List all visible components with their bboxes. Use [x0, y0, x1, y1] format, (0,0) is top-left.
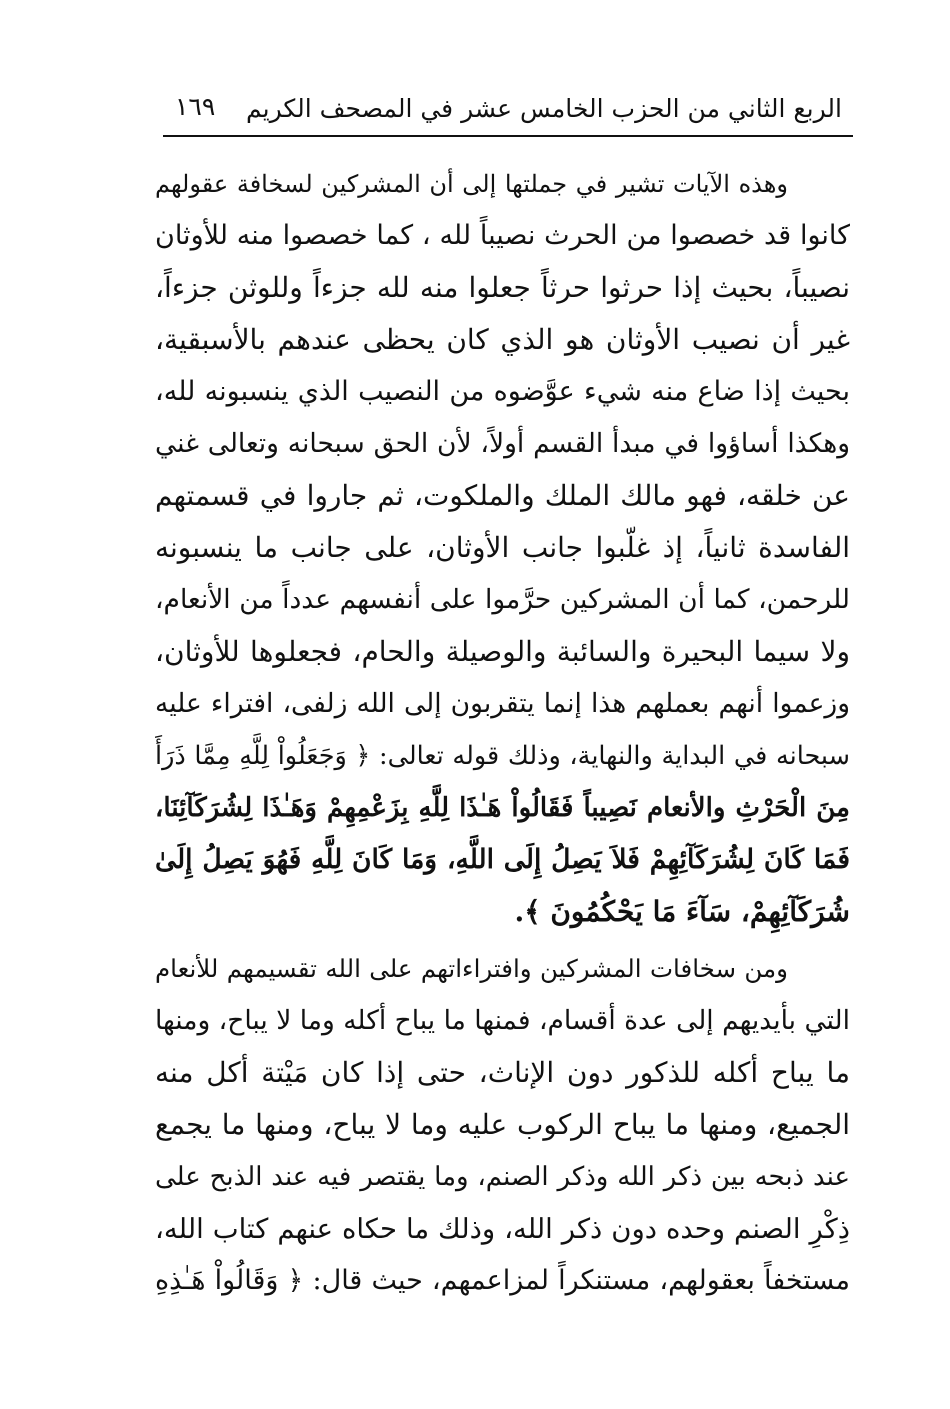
text-line: عند ذبحه بين ذكر الله وذكر الصنم، وما يقتصر فيه عند الذبح على	[155, 1162, 850, 1192]
running-title: الربع الثاني من الحزب الخامس عشر في المصحف الكريم	[245, 94, 842, 123]
text-line: الجميع، ومنها ما يباح الركوب عليه وما لا يباح، ومنها ما يجمع	[155, 1108, 850, 1141]
text-line: عن خلقه، فهو مالك الملك والملكوت، ثم جاروا في قسمتهم	[155, 479, 850, 512]
text-line: التي بأيديهم إلى عدة أقسام، فمنها ما يباح أكله وما لا يباح، ومنها	[155, 1005, 850, 1036]
text-line: وهكذا أساؤوا في مبدأ القسم أولاً، لأن الحق سبحانه وتعالى غني	[155, 428, 850, 459]
paragraph-1	[155, 158, 850, 938]
text-line: ذِكْرِ الصنم وحده دون ذكر الله، وذلك ما حكاه عنهم كتاب الله،	[155, 1213, 850, 1245]
text-line: سبحانه في البداية والنهاية، وذلك قوله تعالى: ﴿ وَجَعَلُواْ لِلَّهِ مِمَّا ذَرَأَ	[155, 741, 850, 771]
text-line: ومن سخافات المشركين وافتراءاتهم على الله تقسيمهم للأنعام	[155, 954, 788, 983]
quran-verse-line: شُرَكَآئِهِمْ، سَآءَ مَا يَحْكُمُونَ ﴾.	[514, 895, 850, 928]
header-divider	[163, 135, 853, 137]
text-line: ولا سيما البحيرة والسائبة والوصيلة والحام، فجعلوها للأوثان،	[155, 635, 850, 668]
text-line: غير أن نصيب الأوثان هو الذي كان يحظى عندهم بالأسبقية،	[155, 323, 850, 356]
text-line: بحيث إذا ضاع منه شيء عوَّضوه من النصيب الذي ينسبونه لله،	[155, 376, 850, 407]
text-line: نصيباً، بحيث إذا حرثوا حرثاً جعلوا منه لله جزءاً وللوثن جزءاً،	[155, 271, 850, 304]
page-number: ١٦٩	[175, 92, 216, 121]
text-line: وزعموا أنهم بعملهم هذا إنما يتقربون إلى الله زلفى، افتراء عليه	[155, 688, 850, 719]
quran-verse-line: فَمَا كَانَ لِشُرَكَآئِهِمْ فَلاَ يَصِلُ إِلَى اللَّهِ، وَمَا كَانَ لِلَّهِ فَهُوَ يَصِلُ إِلَىٰ	[155, 844, 850, 875]
page-header	[163, 92, 850, 132]
quran-verse-line: مِنَ الْحَرْثِ والأنعام نَصِيباً فَقَالُواْ هَـٰذَا لِلَّهِ بِزَعْمِهِمْ وَهَـٰذَا لِشُرَكَآئِنَا،	[155, 793, 850, 823]
text-line: الفاسدة ثانياً، إذ غلّبوا جانب الأوثان، على جانب ما ينسبونه	[155, 531, 850, 564]
text-line: وهذه الآيات تشير في جملتها إلى أن المشركين لسخافة عقولهم	[155, 170, 788, 198]
text-line: مستخفاً بعقولهم، مستنكراً لمزاعمهم، حيث قال: ﴿ وَقَالُواْ هَـٰذِهِ	[155, 1265, 850, 1296]
text-line: ما يباح أكله للذكور دون الإناث، حتى إذا كان مَيْتة أكل منه	[155, 1056, 850, 1089]
paragraph-2	[155, 943, 850, 1307]
text-line: كانوا قد خصصوا من الحرث نصيباً لله ، كما خصصوا منه للأوثان	[155, 220, 850, 251]
text-line: للرحمن، كما أن المشركين حرَّموا على أنفسهم عدداً من الأنعام،	[155, 584, 850, 615]
